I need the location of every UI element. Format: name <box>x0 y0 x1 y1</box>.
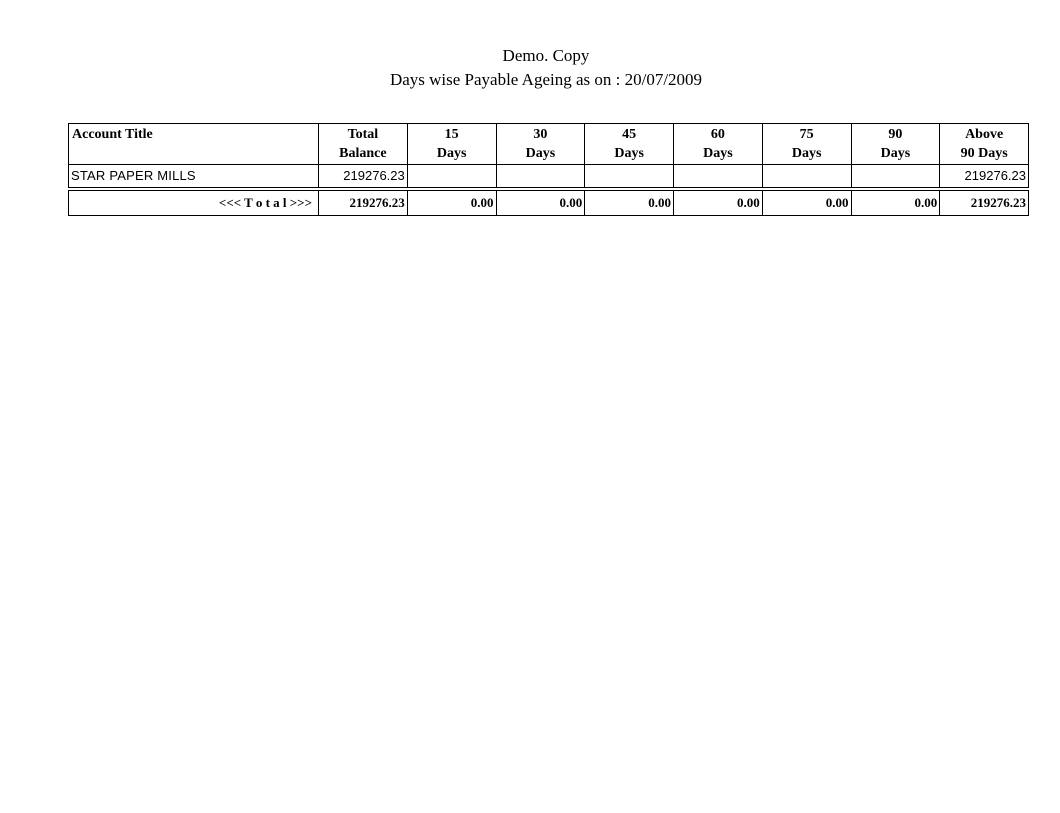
total-balance: 219276.23 <box>319 191 408 216</box>
total-75-days: 0.00 <box>762 191 851 216</box>
cell-above-90-days: 219276.23 <box>940 165 1029 188</box>
header-45-days: 45 Days <box>585 124 674 165</box>
cell-total-balance: 219276.23 <box>319 165 408 188</box>
header-row <box>69 124 1029 165</box>
report-header <box>0 44 1060 92</box>
ageing-table <box>68 123 1029 216</box>
cell-account: STAR PAPER MILLS <box>69 165 319 188</box>
cell-75-days <box>762 165 851 188</box>
total-row <box>69 191 1029 216</box>
cell-45-days <box>585 165 674 188</box>
table-row <box>69 165 1029 188</box>
header-total-balance: Total Balance <box>319 124 408 165</box>
total-label: <<< T o t a l >>> <box>69 191 319 216</box>
cell-15-days <box>407 165 496 188</box>
total-30-days: 0.00 <box>496 191 585 216</box>
cell-90-days <box>851 165 940 188</box>
total-60-days: 0.00 <box>674 191 763 216</box>
total-15-days: 0.00 <box>407 191 496 216</box>
header-60-days: 60 Days <box>674 124 763 165</box>
report-title: Days wise Payable Ageing as on : 20/07/2009 <box>389 70 703 89</box>
header-75-days: 75 Days <box>762 124 851 165</box>
cell-60-days <box>674 165 763 188</box>
total-above-90-days: 219276.23 <box>940 191 1029 216</box>
total-45-days: 0.00 <box>585 191 674 216</box>
company-name: Demo. Copy <box>502 46 590 65</box>
total-90-days: 0.00 <box>851 191 940 216</box>
cell-30-days <box>496 165 585 188</box>
header-above-90-days: Above 90 Days <box>940 124 1029 165</box>
header-account-title: Account Title <box>69 124 319 165</box>
header-90-days: 90 Days <box>851 124 940 165</box>
header-30-days: 30 Days <box>496 124 585 165</box>
header-15-days: 15 Days <box>407 124 496 165</box>
